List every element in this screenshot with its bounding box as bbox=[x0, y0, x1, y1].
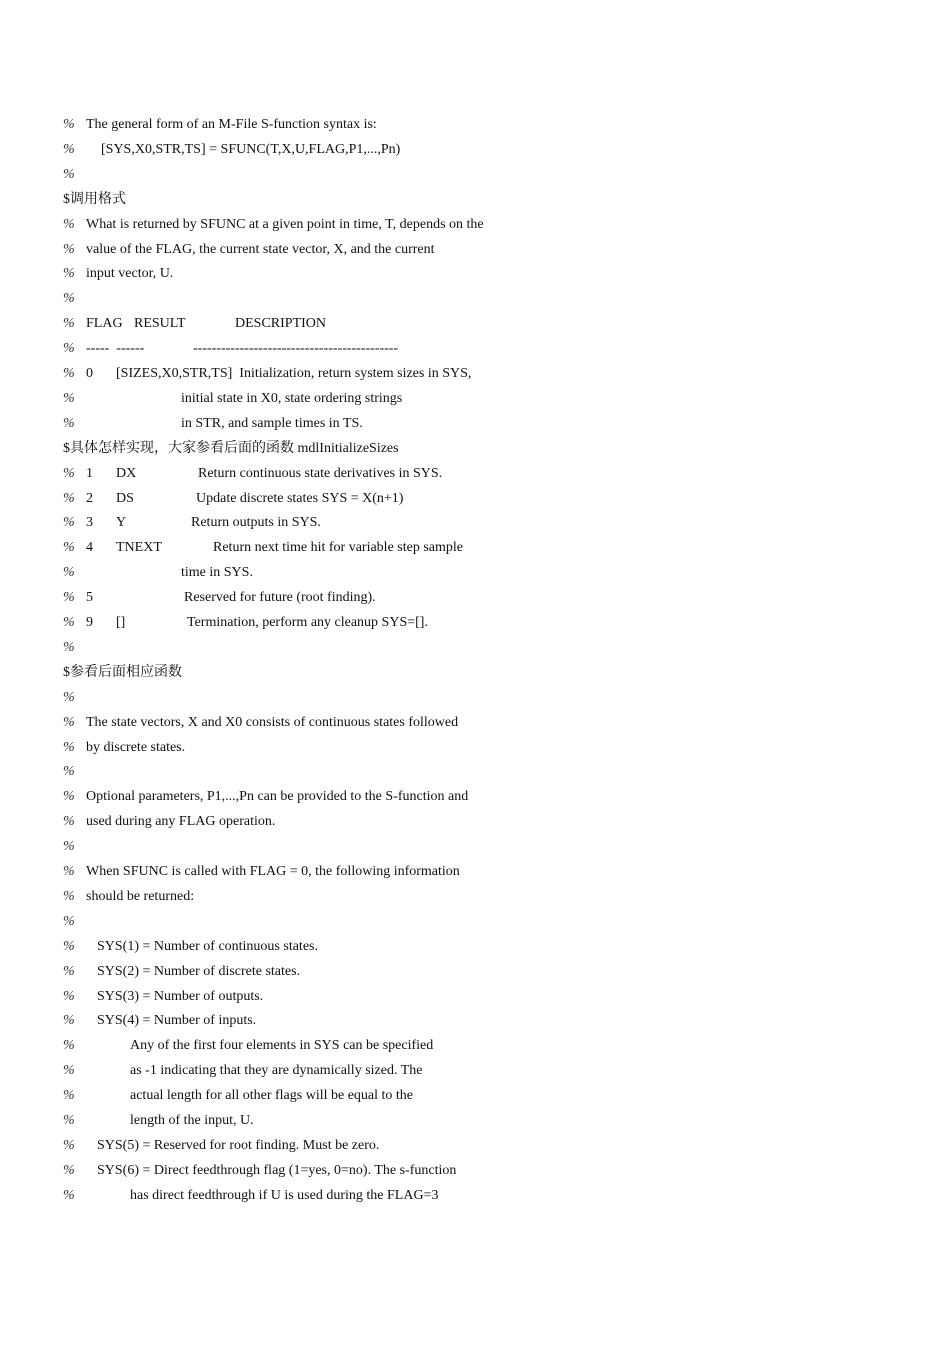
comment-text: SYS(4) = Number of inputs. bbox=[97, 1013, 257, 1029]
comment-marker: % bbox=[63, 689, 75, 705]
comment-marker: % bbox=[63, 864, 75, 879]
comment-marker: % bbox=[63, 415, 75, 431]
comment-marker: % bbox=[63, 291, 75, 307]
comment-text: Return continuous state derivatives in SYS. bbox=[198, 465, 443, 481]
comment-text: Termination, perform any cleanup SYS=[]. bbox=[187, 615, 428, 630]
comment-marker: % bbox=[63, 839, 75, 855]
comment-text: When SFUNC is called with FLAG = 0, the following information bbox=[86, 864, 460, 879]
comment-text: 9 bbox=[86, 615, 93, 630]
comment-marker: % bbox=[63, 1162, 75, 1178]
comment-text: input vector, U. bbox=[86, 266, 174, 282]
comment-marker: % bbox=[63, 1187, 75, 1203]
comment-marker: % bbox=[63, 1063, 75, 1079]
comment-text: 1 bbox=[86, 465, 93, 481]
comment-text: The state vectors, X and X0 consists of continuous states followed bbox=[86, 714, 459, 730]
comment-marker: % bbox=[63, 764, 75, 780]
comment-marker: % bbox=[63, 465, 75, 481]
annotation-text: $具体怎样实现，大家参看后面的函数 mdlInitializeSizes bbox=[63, 440, 399, 456]
comment-text: [] bbox=[116, 615, 126, 630]
comment-marker: % bbox=[63, 1113, 75, 1128]
comment-text: SYS(1) = Number of continuous states. bbox=[97, 938, 318, 954]
comment-text: 3 bbox=[86, 515, 93, 531]
comment-text: ----- ------ bbox=[86, 341, 145, 357]
comment-marker: % bbox=[63, 988, 75, 1004]
comment-text: should be returned: bbox=[86, 888, 195, 904]
comment-marker: % bbox=[63, 266, 75, 282]
comment-text: Update discrete states SYS = X(n+1) bbox=[196, 490, 404, 506]
annotation-text: $参看后面相应函数 bbox=[63, 664, 182, 680]
comment-marker: % bbox=[63, 888, 75, 904]
comment-text: has direct feedthrough if U is used during the FLAG=3 bbox=[130, 1187, 439, 1203]
comment-text: TNEXT bbox=[116, 540, 162, 556]
comment-marker: % bbox=[63, 615, 75, 630]
comment-text: DS bbox=[116, 490, 134, 506]
comment-text: RESULT bbox=[134, 316, 186, 332]
comment-marker: % bbox=[63, 1137, 75, 1153]
comment-marker: % bbox=[63, 241, 75, 257]
comment-marker: % bbox=[63, 540, 75, 556]
comment-marker: % bbox=[63, 117, 75, 132]
comment-marker: % bbox=[63, 739, 75, 755]
comment-marker: % bbox=[63, 341, 75, 357]
comment-marker: % bbox=[63, 1088, 75, 1104]
comment-text: SYS(6) = Direct feedthrough flag (1=yes, 0=no). The s-function bbox=[97, 1162, 457, 1178]
comment-text: SYS(3) = Number of outputs. bbox=[97, 988, 264, 1004]
comment-marker: % bbox=[63, 1038, 75, 1054]
comment-text: Optional parameters, P1,...,Pn can be provided to the S-function and bbox=[86, 789, 469, 805]
comment-marker: % bbox=[63, 141, 75, 157]
comment-text: What is returned by SFUNC at a given point in time, T, depends on the bbox=[86, 216, 484, 232]
comment-text: Y bbox=[116, 515, 127, 531]
comment-text: time in SYS. bbox=[181, 565, 253, 581]
comment-text: FLAG bbox=[86, 316, 123, 332]
annotation-text: $调用格式 bbox=[63, 191, 126, 207]
comment-text: 4 bbox=[86, 540, 93, 556]
comment-marker: % bbox=[63, 963, 75, 979]
comment-text: DX bbox=[116, 465, 137, 481]
comment-marker: % bbox=[63, 366, 75, 381]
comment-marker: % bbox=[63, 938, 75, 954]
comment-marker: % bbox=[63, 913, 75, 929]
comment-marker: % bbox=[63, 390, 75, 406]
comment-text: [SYS,X0,STR,TS] = SFUNC(T,X,U,FLAG,P1,...,Pn) bbox=[101, 141, 401, 157]
comment-marker: % bbox=[63, 216, 75, 232]
comment-marker: % bbox=[63, 814, 75, 830]
comment-text: -------------------------------------------- bbox=[193, 341, 399, 357]
comment-text: 0 bbox=[86, 366, 93, 381]
comment-text: [SIZES,X0,STR,TS] Initialization, return system sizes in SYS, bbox=[116, 366, 472, 381]
comment-text: initial state in X0, state ordering strings bbox=[181, 390, 403, 406]
comment-text: SYS(5) = Reserved for root finding. Must be zero. bbox=[97, 1137, 380, 1153]
comment-marker: % bbox=[63, 490, 75, 506]
comment-text: SYS(2) = Number of discrete states. bbox=[97, 963, 301, 979]
comment-text: as -1 indicating that they are dynamically sized. The bbox=[130, 1063, 423, 1079]
comment-marker: % bbox=[63, 789, 75, 805]
comment-marker: % bbox=[63, 166, 75, 182]
comment-text: 2 bbox=[86, 490, 93, 506]
comment-marker: % bbox=[63, 565, 75, 581]
comment-text: actual length for all other flags will be equal to the bbox=[130, 1088, 414, 1104]
comment-text: 5 bbox=[86, 590, 93, 606]
comment-text: Any of the first four elements in SYS can be specified bbox=[130, 1038, 434, 1054]
comment-marker: % bbox=[63, 515, 75, 531]
comment-marker: % bbox=[63, 590, 75, 606]
comment-text: DESCRIPTION bbox=[235, 316, 327, 332]
comment-text: length of the input, U. bbox=[130, 1113, 254, 1128]
comment-text: used during any FLAG operation. bbox=[86, 814, 276, 830]
comment-marker: % bbox=[63, 714, 75, 730]
comment-text: value of the FLAG, the current state vector, X, and the current bbox=[86, 241, 435, 257]
comment-text: in STR, and sample times in TS. bbox=[181, 415, 363, 431]
comment-text: Reserved for future (root finding). bbox=[184, 590, 376, 606]
comment-text: Return next time hit for variable step sample bbox=[213, 540, 463, 556]
comment-text: Return outputs in SYS. bbox=[191, 515, 321, 531]
comment-text: The general form of an M-File S-function syntax is: bbox=[86, 117, 377, 132]
comment-text: by discrete states. bbox=[86, 739, 186, 755]
comment-marker: % bbox=[63, 639, 75, 655]
comment-marker: % bbox=[63, 1013, 75, 1029]
comment-marker: % bbox=[63, 316, 75, 332]
